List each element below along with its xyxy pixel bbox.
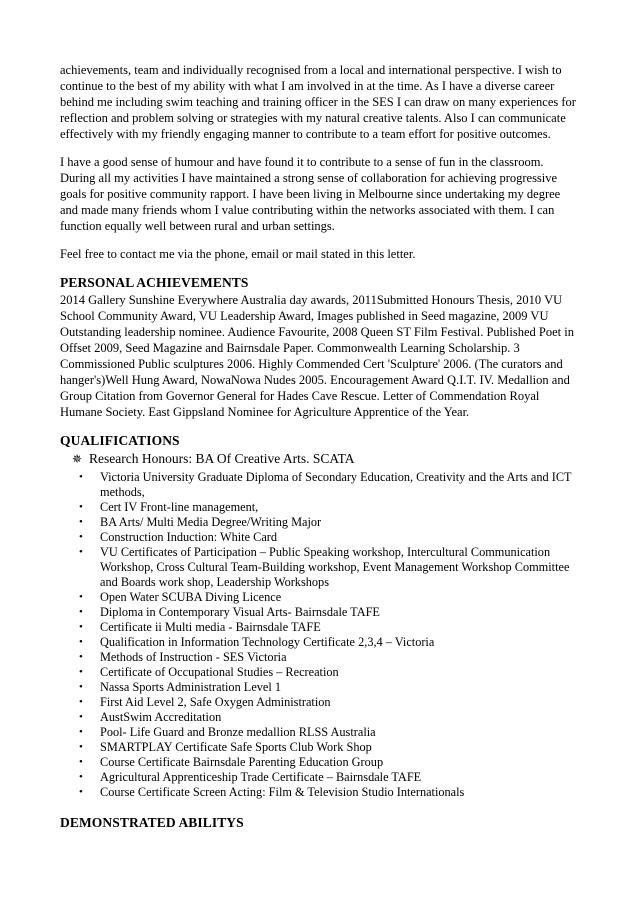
featured-qualification-label: Research Honours: BA Of Creative Arts. SCATA xyxy=(89,451,355,466)
qualification-text: Qualification in Information Technology Certificate 2,3,4 – Victoria xyxy=(100,635,435,649)
qualification-item xyxy=(60,680,580,695)
qualification-item xyxy=(60,785,580,800)
qualification-text: VU Certificates of Participation – Public Speaking workshop, Intercultural Communication Workshop, Cross Cultural Team-Building workshop, Event Management Workshop Committee and Boards work shop, Leadership Workshops xyxy=(100,545,570,589)
qualification-item xyxy=(60,710,580,725)
heading-qualifications: QUALIFICATIONS xyxy=(60,433,180,448)
qualification-item xyxy=(60,605,580,620)
bullet-icon: • xyxy=(79,546,83,558)
document-page xyxy=(60,62,580,832)
bullet-icon: • xyxy=(79,621,83,633)
qualification-text: Certificate ii Multi media - Bairnsdale TAFE xyxy=(100,620,321,634)
paragraph-humour: I have a good sense of humour and have found it to contribute to a sense of fun in the classroom. During all my activities I have maintained a strong sense of collaboration for achieving progressive goals for positive community rapport. I have been living in Melbourne since undertaking my degree and made many friends whom I value contributing within the networks associated with them. I can function equally well between rural and urban settings. xyxy=(60,155,561,233)
qualification-item xyxy=(60,500,580,515)
qualification-item xyxy=(60,740,580,755)
qualification-text: Diploma in Contemporary Visual Arts- Bairnsdale TAFE xyxy=(100,605,380,619)
qualification-text: Construction Induction: White Card xyxy=(100,530,278,544)
bullet-icon: • xyxy=(79,531,83,543)
qualification-text: Methods of Instruction - SES Victoria xyxy=(100,650,287,664)
bullet-icon: • xyxy=(79,741,83,753)
bullet-icon: • xyxy=(79,771,83,783)
heading-demonstrated-abilities: DEMONSTRATED ABILITYS xyxy=(60,815,244,830)
qualification-item xyxy=(60,620,580,635)
qualification-item xyxy=(60,515,580,530)
qualification-item xyxy=(60,770,580,785)
qualification-text: BA Arts/ Multi Media Degree/Writing Major xyxy=(100,515,322,529)
qualification-item xyxy=(60,725,580,740)
qualification-item xyxy=(60,665,580,680)
paragraph-contact: Feel free to contact me via the phone, email or mail stated in this letter. xyxy=(60,247,416,261)
personal-achievements-text: 2014 Gallery Sunshine Everywhere Australia day awards, 2011Submitted Honours Thesis, 2010 VU School Community Award, VU Leadership Award, Images published in Seed magazine, 2009 VU Outstanding leadership nominee. Audience Favourite, 2008 Queen ST Film Festival. Published Poet in Offset 2009, Seed Magazine and Bairnsdale Paper. Commonwealth Learning Scholarship. 3 Commissioned Public sculptures 2006. Highly Commended Cert 'Sculpture' 2006. (The curators and hanger's)Well Hung Award, NowaNowa Nudes 2005. Encouragement Award Q.I.T. IV. Medallion and Group Citation from Governor General for Hades Cave Rescue. Letter of Commendation Royal Humane Society. East Gippsland Nominee for Agriculture Apprentice of the Year. xyxy=(60,293,574,419)
qualification-item xyxy=(60,590,580,605)
qualification-text: Pool- Life Guard and Bronze medallion RLSS Australia xyxy=(100,725,376,739)
bullet-icon: • xyxy=(79,681,83,693)
bullet-icon: • xyxy=(79,756,83,768)
qualification-text: Certificate of Occupational Studies – Recreation xyxy=(100,665,339,679)
qualification-item xyxy=(60,650,580,665)
bullet-icon: • xyxy=(79,516,83,528)
qualification-item xyxy=(60,470,580,500)
paragraph-achievements: achievements, team and individually recognised from a local and international perspective. I wish to continue to the best of my ability with what I am involved in at the time. As I have a diverse career behind me including swim teaching and training officer in the SES I can draw on many experiences for reflection and problem solving or strategies with my natural creative talents. Also I can communicate effectively with my friendly engaging manner to contribute to a team effort for positive outcomes. xyxy=(60,63,576,141)
qualification-text: Course Certificate Screen Acting: Film & Television Studio Internationals xyxy=(100,785,465,799)
qualification-text: Course Certificate Bairnsdale Parenting Education Group xyxy=(100,755,384,769)
qualification-item xyxy=(60,530,580,545)
heading-personal-achievements: PERSONAL ACHIEVEMENTS xyxy=(60,275,249,290)
qualification-text: First Aid Level 2, Safe Oxygen Administration xyxy=(100,695,331,709)
qualification-text: Agricultural Apprenticeship Trade Certificate – Bairnsdale TAFE xyxy=(100,770,422,784)
qualification-text: Cert IV Front-line management, xyxy=(100,500,259,514)
bullet-icon: • xyxy=(79,711,83,723)
bullet-icon: • xyxy=(79,696,83,708)
star-bullet-icon: ✵ xyxy=(72,452,83,466)
qualification-text: AustSwim Accreditation xyxy=(100,710,222,724)
bullet-icon: • xyxy=(79,501,83,513)
qualification-item xyxy=(60,635,580,650)
bullet-icon: • xyxy=(79,636,83,648)
bullet-icon: • xyxy=(79,786,83,798)
qualification-text: Open Water SCUBA Diving Licence xyxy=(100,590,282,604)
bullet-icon: • xyxy=(79,651,83,663)
qualifications-list xyxy=(60,470,580,800)
bullet-icon: • xyxy=(79,606,83,618)
qualification-item xyxy=(60,755,580,770)
qualification-item xyxy=(60,545,580,590)
qualification-item xyxy=(60,695,580,710)
qualification-text: Nassa Sports Administration Level 1 xyxy=(100,680,282,694)
bullet-icon: • xyxy=(79,591,83,603)
bullet-icon: • xyxy=(79,471,83,483)
featured-qualification xyxy=(72,450,580,468)
bullet-icon: • xyxy=(79,726,83,738)
qualification-text: Victoria University Graduate Diploma of Secondary Education, Creativity and the Arts and ICT methods, xyxy=(100,470,572,499)
qualification-text: SMARTPLAY Certificate Safe Sports Club Work Shop xyxy=(100,740,372,754)
bullet-icon: • xyxy=(79,666,83,678)
